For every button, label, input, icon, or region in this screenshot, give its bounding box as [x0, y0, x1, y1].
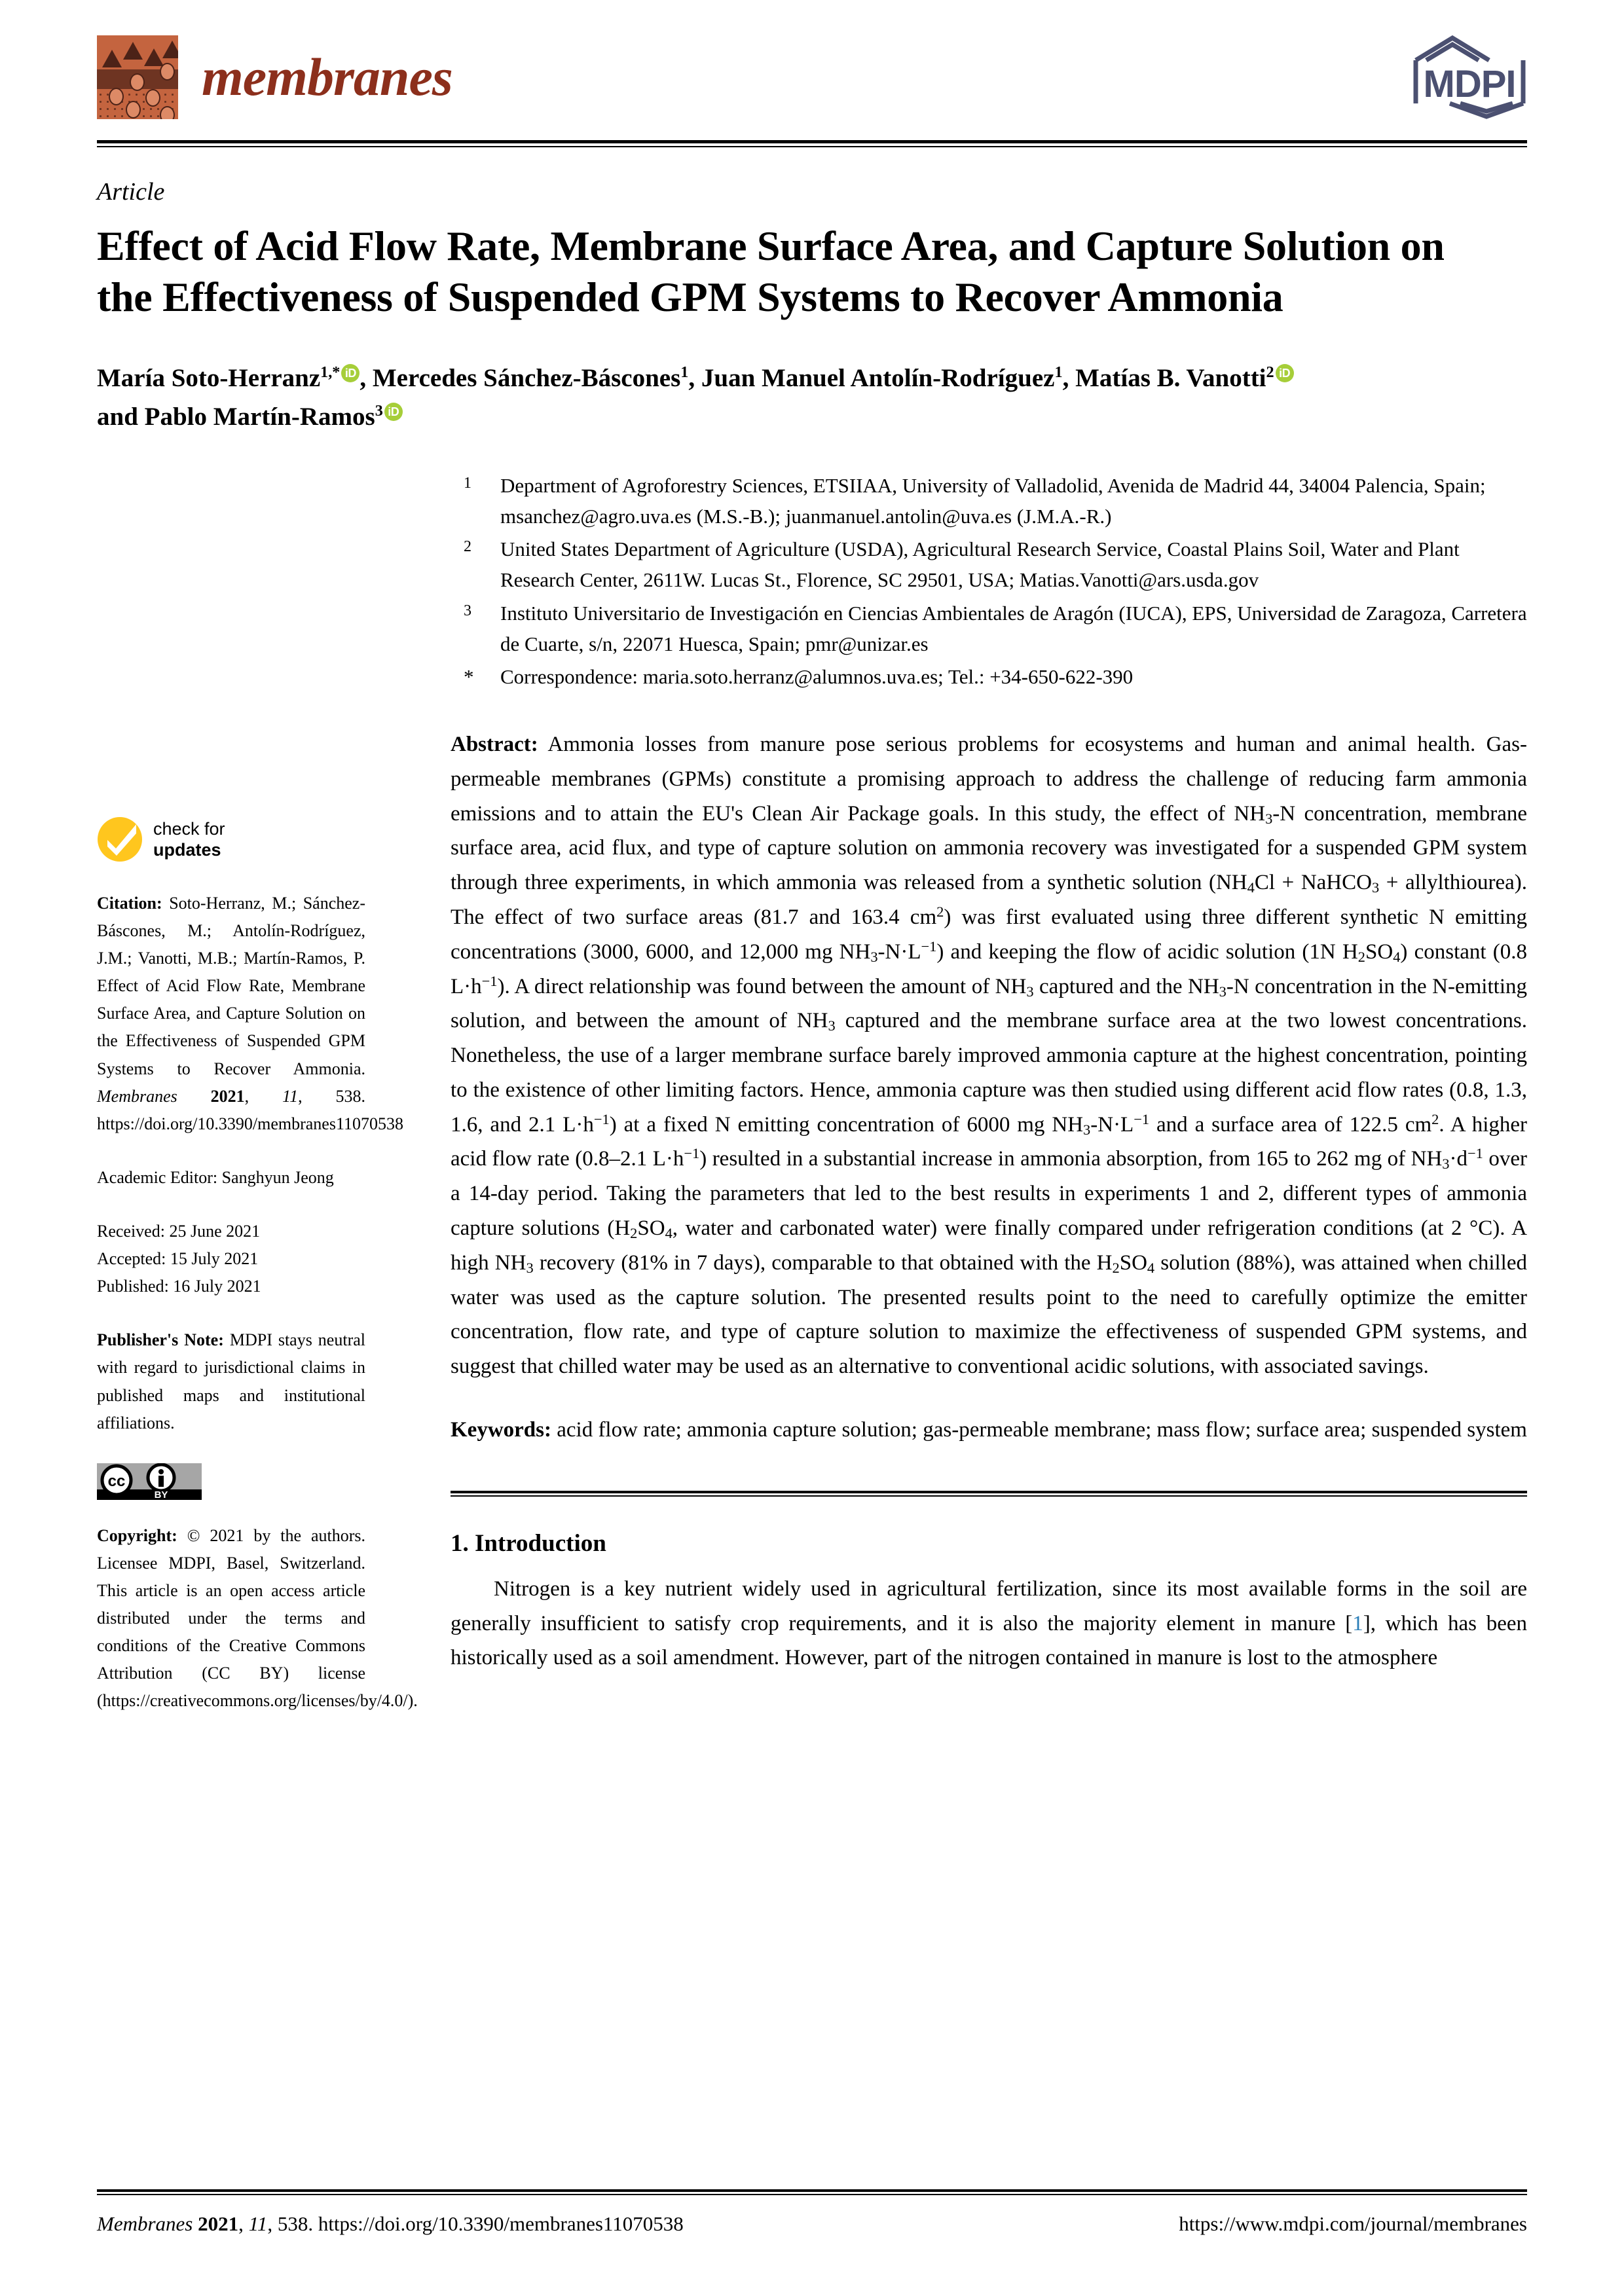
introduction-heading: 1. Introduction	[451, 1529, 606, 1557]
affiliation-marker: 3	[464, 602, 471, 619]
correspondence-marker: *	[464, 665, 474, 688]
publisher-note-body: MDPI stays neutral with regard to jurisdictional claims in published maps and institutional affiliations.	[97, 1330, 365, 1432]
journal-title: membranes	[202, 47, 452, 107]
published-date: Published: 16 July 2021	[97, 1277, 261, 1296]
abstract-text: over a 14-day period. Taking the parameters that led to the best results in experiments 1 and 2, different types of ammonia capture solutions (H	[451, 1147, 1527, 1241]
abstract-text: solution (88%), was attained when chilled water was used as the capture solution. The presented results point to the need to carefully optimize the emitter concentration, flow rate, and type of capture solution to maximize the effectiveness of suspended GPM systems, and suggest that chilled water may be used as an alternative to conventional acidic solutions, with associated savings.	[451, 1250, 1527, 1379]
dates-block	[97, 1218, 365, 1300]
sidebar	[97, 727, 418, 1741]
publisher-note	[97, 1326, 365, 1436]
orcid-icon[interactable]: iD	[341, 364, 360, 382]
keywords-section	[451, 1413, 1527, 1448]
abstract-text: SO	[1119, 1250, 1147, 1275]
svg-text:MDPI: MDPI	[1423, 63, 1516, 105]
creative-commons-badge-icon[interactable]	[97, 1463, 202, 1500]
svg-text:cc: cc	[107, 1472, 126, 1490]
abstract-label: Abstract:	[451, 732, 538, 756]
citation-block: Citation: Soto-Herranz, M.; Sánchez-Báscones, M.; Antolín-Rodríguez, J.M.; Vanotti, M.B.; Martín-Ramos, P. Effect of Acid Flow Rate, Membrane Surface Area, and Capture Solution on the Effectiveness of Suspended GPM Systems to Recover Ammonia. Membranes 2021, 11, 538. https://doi.org/10.3390/membranes11070538	[97, 893, 403, 1133]
author-name: , Juan Manuel Antolín-Rodríguez	[688, 364, 1055, 393]
author-name: María Soto-Herranz	[97, 364, 321, 393]
affiliation-text: Department of Agroforestry Sciences, ETSIIAA, University of Valladolid, Avenida de Madrid 44, 34004 Palencia, Spain; msanchez@agro.uva.es (M.S.-B.); juanmanuel.antolin@uva.es (J.M.A.-R.)	[500, 474, 1486, 528]
author-affiliation-marker: 1,*	[320, 363, 341, 382]
author-affiliation-marker: 2	[1266, 363, 1274, 382]
abstract-text: captured and the membrane surface area at the two lowest concentrations. Nonetheless, the use of a larger membrane surface barely improved ammonia capture at the highest concentration, pointing to the existence of other limiting factors. Hence, ammonia capture was then studied using different acid flow rates (0.8, 1.3, 1.6, and 2.1 L·h	[451, 1009, 1528, 1137]
membranes-logo-icon	[97, 35, 178, 119]
abstract-text: + allylthiourea). The effect of two surface areas (81.7 and 163.4 cm	[451, 871, 1527, 929]
abstract-section: Abstract: Ammonia losses from manure pose serious problems for ecosystems and human and animal health. Gas-permeable membranes (GPMs) constitute a promising approach to address the challenge of reducing farm ammonia emissions and to attain the EU's Clean Air Package goals. In this study, the effect of $NH_3-N$ concentration, membrane surface area, acid flux, and type of capture solution on ammonia recovery was investigated for a suspended GPM system through three experiments, in which ammonia was released from a synthetic solution ($NH_4Cl$ + NaHCO$_3$ + allylthiourea). The effect of two surface areas (81.7 and 163.4 $cm^2$) was first evaluated using three different synthetic N emitting concentrations (3000, 6000, and 12,000 mg $NH_3-N\cdot L^{-1}$) and keeping the flow of acidic solution (1N $H_2SO_4$) constant (0.8 $L\cdot h^{-1}$). A direct relationship was found between the amount of $NH_3$ captured and the $NH_3-N$ concentration in the N-emitting solution, and between the amount of $NH_3$ captured and the membrane surface area at the two lowest concentrations. Nonetheless, the use of a larger membrane surface barely improved ammonia capture at the highest concentration, pointing to the existence of other limiting factors. Hence, ammonia capture was then studied using different acid flow rates (0.8, 1.3, 1.6, and 2.1 $L\cdot h^{-1}$) at a fixed N emitting concentration of 6000 mg $NH_3-N\cdot L^{-1}$ and a surface area of 122.5 $cm^2$. A higher acid flow rate (0.8–2.1 $L\cdot h^{-1}$) resulted in a substantial increase in ammonia absorption, from 165 to 262 mg of $NH_3\cdot d^{-1}$ over a 14-day period. Taking the parameters that led to the best results in experiments 1 and 2, different types of ammonia capture solutions ($H_2SO_4$, water and carbonated water) were finally compared under refrigeration conditions (at 2 °C). A high $NH_3$ recovery (81% in 7 days), comparable to that obtained with the $H_2SO_4$ solution (88%), was attained when chilled water was used as the capture solution. The presented results point to the need to carefully optimize the emitter concentration, flow rate, and type of capture solution to maximize the effectiveness of suspended GPM systems, and suggest that chilled water may be used as an alternative to conventional acidic solutions, with associated savings.	[451, 732, 1528, 1379]
abstract-text: ) constant (0.8 L·h	[451, 939, 1528, 998]
abstract-text: ) at a fixed N emitting concentration of 6000 mg NH	[609, 1112, 1084, 1137]
article-type-label: Article	[97, 178, 165, 206]
author-name: , Matías B. Vanotti	[1062, 364, 1266, 393]
masthead-divider	[97, 140, 1527, 147]
citation-doi-link[interactable]: https://doi.org/10.3390/membranes11070538	[97, 1114, 403, 1133]
citation-article-number: 538.	[335, 1086, 366, 1106]
section-divider	[451, 1491, 1527, 1497]
footer-volume: 11	[248, 2212, 268, 2235]
abstract-text: . A higher acid flow rate (0.8–2.1 L·h	[451, 1112, 1528, 1171]
abstract-text: ) and keeping the flow of acidic solution (1N H	[936, 939, 1358, 964]
citation-year: 2021	[210, 1086, 245, 1106]
svg-text:BY: BY	[154, 1489, 168, 1500]
abstract-text: ·d	[1449, 1147, 1468, 1171]
correspondence-item	[464, 661, 1527, 692]
author-affiliation-marker: 1	[680, 363, 689, 382]
keywords-label: Keywords:	[451, 1418, 551, 1442]
main-column	[365, 727, 1527, 1741]
abstract-text: SO	[637, 1216, 665, 1241]
affiliation-marker: 2	[464, 538, 471, 556]
abstract-text: ). A direct relationship was found between the amount of NH	[497, 974, 1027, 998]
footer-journal-url[interactable]: https://www.mdpi.com/journal/membranes	[1179, 2212, 1527, 2235]
footer-year: 2021	[198, 2212, 239, 2235]
copyright-block	[97, 1522, 418, 1715]
abstract-text: , water and carbonated water) were finally compared under refrigeration conditions (at 2 °C). A high NH	[451, 1216, 1528, 1275]
author-name: , Mercedes Sánchez-Báscones	[360, 364, 681, 393]
abstract-text: -N·L	[877, 939, 921, 964]
affiliation-item	[464, 598, 1527, 659]
citation-body: Soto-Herranz, M.; Sánchez-Báscones, M.; Antolín-Rodríguez, J.M.; Vanotti, M.B.; Martín-Ramos, P. Effect of Acid Flow Rate, Membrane Surface Area, and Capture Solution on the Effectiveness of Suspended GPM Systems to Recover Ammonia.	[97, 893, 365, 1078]
check-for-updates-badge[interactable]	[97, 816, 365, 862]
keywords-text: acid flow rate; ammonia capture solution; gas-permeable membrane; mass flow; surface area; suspended system	[557, 1418, 1527, 1442]
author-affiliation-marker: 3	[375, 401, 383, 420]
received-date: Received: 25 June 2021	[97, 1222, 261, 1241]
abstract-text: recovery (81% in 7 days), comparable to that obtained with the H	[533, 1250, 1113, 1275]
author-name: and Pablo Martín-Ramos	[97, 402, 375, 431]
intro-text-after: ], which has been historically used as a soil amendment. However, part of the nitrogen contained in manure is lost to the atmosphere	[451, 1611, 1527, 1670]
abstract-text: ) was first evaluated using three different synthetic N emitting concentrations (3000, 6000, and 12,000 mg NH	[451, 905, 1527, 964]
academic-editor: Academic Editor: Sanghyun Jeong	[97, 1167, 334, 1187]
intro-text-before: Nitrogen is a key nutrient widely used in agricultural fertilization, since its most available forms in the soil are generally insufficient to satisfy crop requirements, and it is also the majority element in manure [	[451, 1576, 1527, 1635]
affiliation-list	[464, 470, 1527, 692]
affiliation-item	[464, 470, 1527, 532]
abstract-text: SO	[1365, 939, 1393, 964]
journal-brand	[97, 35, 452, 119]
footer-rest: , 538. https://doi.org/10.3390/membranes11070538	[267, 2212, 684, 2235]
footer-divider	[97, 2189, 1527, 2195]
affiliation-item	[464, 534, 1527, 595]
citation-journal: Membranes	[97, 1086, 177, 1106]
reference-link-1[interactable]: 1	[1352, 1611, 1363, 1635]
orcid-icon[interactable]: iD	[384, 403, 403, 421]
mdpi-logo-icon	[1412, 34, 1527, 120]
abstract-text: ) resulted in a substantial increase in ammonia absorption, from 165 to 262 mg of NH	[699, 1147, 1443, 1171]
correspondence-text: Correspondence: maria.soto.herranz@alumnos.uva.es; Tel.: +34-650-622-390	[500, 665, 1134, 688]
masthead	[97, 0, 1527, 136]
author-list	[97, 359, 1498, 436]
footer-journal: Membranes	[97, 2212, 193, 2235]
body-columns	[97, 727, 1527, 1741]
abstract-text: -N concentration in the N-emitting solution, and between the amount of NH	[451, 974, 1527, 1033]
citation-volume: 11	[282, 1086, 299, 1106]
accepted-date: Accepted: 15 July 2021	[97, 1249, 259, 1269]
abstract-text: -N concentration, membrane surface area, acid flux, and type of capture solution on ammonia recovery was investigated for a suspended GPM system through three experiments, in which ammonia was released from a synthetic solution (NH	[451, 801, 1528, 895]
cfu-line1: check for	[153, 818, 225, 839]
copyright-label: Copyright:	[97, 1525, 177, 1545]
abstract-text: -N·L	[1090, 1112, 1134, 1137]
page-title: Effect of Acid Flow Rate, Membrane Surface Area, and Capture Solution on the Effectiveness of Suspended GPM Systems to Recover Ammonia	[97, 223, 1445, 321]
author-affiliation-marker: 1	[1054, 363, 1063, 382]
affiliation-text: United States Department of Agriculture (USDA), Agricultural Research Service, Coastal Plains Soil, Water and Plant Research Center, 2611W. Lucas St., Florence, SC 29501, USA; Matias.Vanotti@ars.usda.gov	[500, 538, 1460, 592]
abstract-text: and a surface area of 122.5 cm	[1149, 1112, 1432, 1137]
introduction-paragraph	[451, 1572, 1527, 1675]
page-footer	[97, 2189, 1527, 2236]
citation-label: Citation:	[97, 893, 162, 913]
check-for-updates-label	[153, 818, 225, 861]
cfu-line2: updates	[153, 839, 221, 860]
orcid-icon[interactable]: iD	[1276, 364, 1294, 382]
checkmark-icon	[97, 816, 143, 862]
abstract-text: Cl + NaHCO	[1254, 871, 1372, 895]
footer-citation: Membranes 2021, 11, 538. https://doi.org/10.3390/membranes11070538	[97, 2212, 684, 2235]
abstract-text: captured and the NH	[1033, 974, 1219, 998]
affiliation-text: Instituto Universitario de Investigación en Ciencias Ambientales de Aragón (IUCA), EPS, Universidad de Zaragoza, Carretera de Cuarte, s/n, 22071 Huesca, Spain; pmr@unizar.es	[500, 601, 1527, 655]
affiliation-marker: 1	[464, 475, 471, 492]
abstract-text: Ammonia losses from manure pose serious problems for ecosystems and human and animal health. Gas-permeable membranes (GPMs) constitute a promising approach to address the challenge of reducing farm ammonia emissions and to attain the EU's Clean Air Package goals. In this study, the effect of NH	[451, 732, 1527, 826]
copyright-body: © 2021 by the authors. Licensee MDPI, Basel, Switzerland. This article is an open access article distributed under the terms and conditions of the Creative Commons Attribution (CC BY) license (https://creativecommons.org/licenses/by/4.0/).	[97, 1525, 418, 1711]
publisher-note-label: Publisher's Note:	[97, 1330, 224, 1350]
